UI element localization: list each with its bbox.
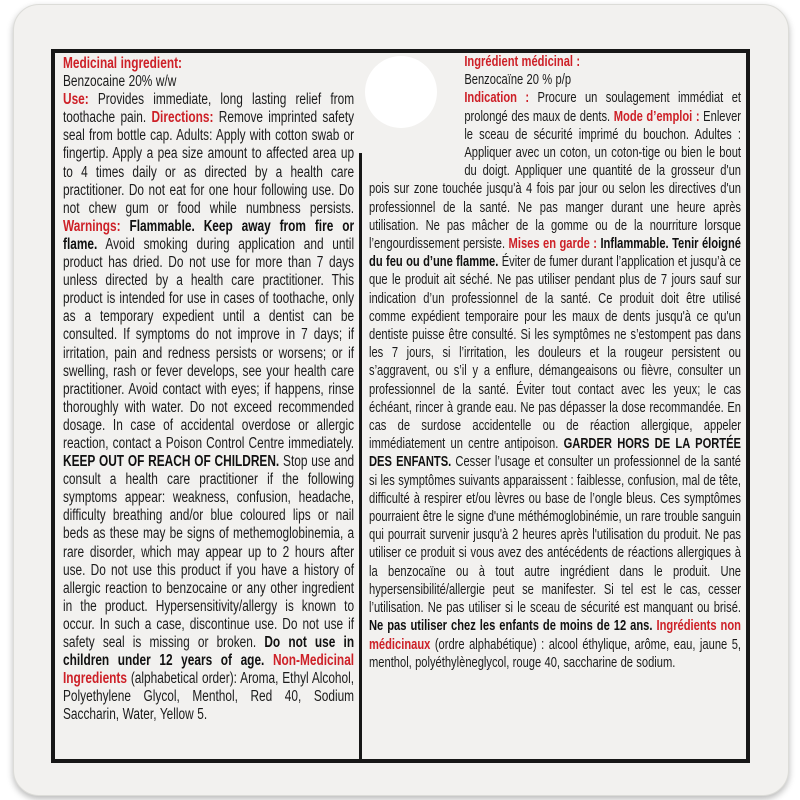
label-text-segment: Indication : (464, 90, 530, 107)
cap-hole-text-wrap-spacer (369, 53, 464, 163)
label-text-segment: GARDER HORS DE LA PORTÉE DES ENFANTS. (369, 436, 741, 471)
label-text-segment: Mode d’emploi : (613, 108, 700, 125)
english-label-text (63, 55, 354, 724)
english-column (63, 55, 354, 767)
label-text-segment: Mises en garde : (508, 236, 597, 253)
french-label-text (369, 53, 741, 672)
label-text-segment: (ordre alphabétique) : alcool éthylique, arôme, eau, jaune 5, menthol, polyéthylèneglycol, rouge 40, saccharine de sodium. (369, 636, 741, 671)
label-text-segment: Benzocaine 20% w/w (63, 73, 177, 91)
label-text-segment: Do not use in children under 12 years of age. (63, 634, 355, 670)
label-text-segment: Non-Medicinal Ingredients (63, 652, 355, 688)
label-text-segment (121, 218, 130, 235)
label-text-segment: Inflammable. Tenir éloigné du feu ou d’une flamme. (369, 236, 741, 271)
label-text-segment: Use: (63, 91, 89, 109)
label-text-segment (264, 652, 273, 669)
label-text-segment: Procure un soulagement immédiat et prolongé des maux de dents. (464, 90, 741, 125)
label-text-segment: (alphabetical order): Aroma, Ethyl Alcohol, Polyethylene Glycol, Menthol, Red 40, Sodium Saccharin, Water, Yellow 5. (63, 670, 355, 724)
label-text-segment: Ingrédients non médicinaux (369, 618, 741, 653)
label-text-segment: Enlever le sceau de sécurité imprimé du bouchon. Adultes : Appliquer avec un coton, un coton-tige ou bien le bout du doigt. Appliquer une quantité de la grosseur d'un pois sur zone touchée jusqu'à 4 fois par jour ou selon les directives d'un professionnel de la santé. Ne pas manger durant une heure après utilisation. Ne pas mâcher de la gomme ou de la nourriture lorsque l’engourdissement persiste. (369, 108, 741, 253)
label-text-segment: Stop use and consult a health care practitioner if the following symptoms appear: weakness, confusion, headache, difficulty breathing and/or blue coloured lips or nail beds as these may be signs of methemoglobinemia, a rare disorder, which may appear up to 2 hours after use. Do not use this product if you have a history of allergic reaction to benzocaine or any other ingredient in the product. Hypersensitivity/allergy is known to occur. In such a case, discontinue use. Do not use if safety seal is missing or broken. (63, 453, 355, 651)
label-text-segment: Benzocaïne 20 % p/p (464, 72, 572, 89)
french-column (369, 53, 741, 767)
product-label-card (13, 4, 789, 796)
label-text-segment: Medicinal ingredient: (63, 55, 182, 72)
label-text-segment: Flammable. Keep away from fire or flame. (63, 217, 355, 253)
label-text-segment: KEEP OUT OF REACH OF CHILDREN. (63, 453, 280, 471)
label-text-segment: Ingrédient médicinal : (464, 54, 581, 70)
label-text-segment: Cesser l’usage et consulter un professionnel de la santé si les symptômes suivants apparaissent : faiblesse, confusion, mal de tête, difficulté à respirer et/ou lèvres ou base de l’ongle bleus. Ces symptômes pourraient être le signe d'une méthémoglobinémie, un rare trouble sanguin qui pourrait survenir jusqu'à 2 heures après l'utilisation du produit. Ne pas utiliser ce produit si vous avez des antécédents de réactions allergiques à la benzocaïne ou à tout autre ingrédient dans le produit. Une hypersensibilité/allergie peut se manifester. Si tel est le cas, cesser l’utilisation. Ne pas utiliser si le sceau de sécurité est manquant ou brisé. (369, 454, 741, 617)
label-text-segment: Provides immediate, long lasting relief from toothache pain. (63, 91, 355, 127)
label-text-segment: Éviter de fumer durant l’application et jusqu’à ce que le produit ait séché. Ne pas utiliser pendant plus de 7 jours sauf sur indication d’un professionnel de la santé. Ce produit doit être utilisé comme expédient temporaire pour les maux de dents jusqu'à ce qu'un dentiste puisse être consulté. Si les symptômes ne s’estompent pas dans les 7 jours, si l’irritation, les douleurs et la rougeur persistent ou s’aggravent, ou s’il y a enflure, démangeaisons ou fièvre, consulter un professionnel de la santé. Éviter tout contact avec les yeux; le cas échéant, rincer à grande eau. Ne pas dépasser la dose recommandée. En cas de surdose accidentelle ou de réaction allergique, appeler immédiatement un centre antipoison. (369, 254, 741, 453)
label-text-segment: Ne pas utiliser chez les enfants de moins de 12 ans. (369, 618, 653, 635)
label-text-segment: Directions: (151, 109, 214, 127)
label-text-segment: Warnings: (63, 217, 121, 235)
label-text-segment: Avoid smoking during application and until product has dried. Do not use for more than 7 days unless directed by a health care practitioner. This product is intended for use in cases of toothache, only as a temporary expedient until a dentist can be consulted. If symptoms do not improve in 7 days; if irritation, pain and redness persists or worsens; or if swelling, rash or fever develops, see your health care practitioner. Avoid contact with eyes; if happens, rinse thoroughly with water. Do not exceed recommended dosage. In case of accidental overdose or allergic reaction, contact a Poison Control Centre immediately. (63, 235, 355, 452)
label-text-segment: Remove imprinted safety seal from bottle cap. Adults: Apply with cotton swab or fingertip. Apply a pea size amount to affected area up to 4 times daily or as directed by a health care practitioner. Do not eat for one hour following use. Do not chew gum or food while numbness persists. (63, 109, 355, 217)
column-divider (359, 153, 362, 763)
